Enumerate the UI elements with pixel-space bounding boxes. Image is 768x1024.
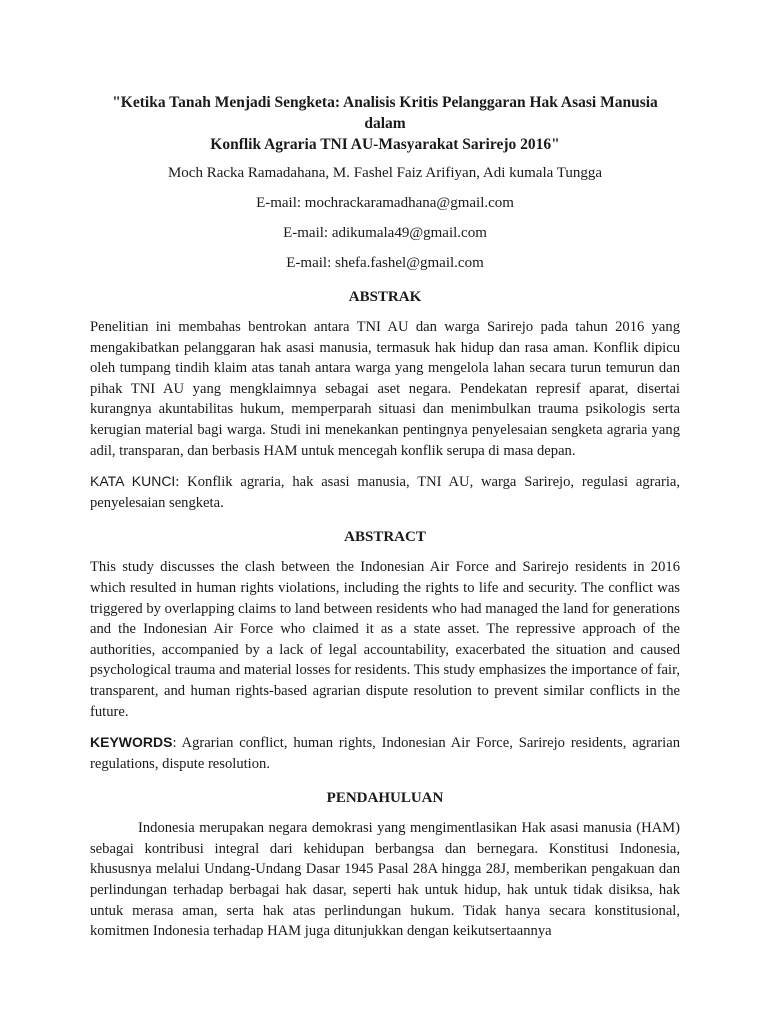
- abstract-body: This study discusses the clash between the Indonesian Air Force and Sarirejo residents in 2016 which resulted in human rights violations, including the rights to life and security. The conflict was triggered by overlapping claims to land between residents who had managed the land for generations and the Indonesian Air Force who claimed it as a state asset. The repressive approach of the authorities, accompanied by a lack of legal accountability, exacerbated the situation and caused psychological trauma and material losses for residents. This study emphasizes the importance of fair, transparent, and human rights-based agrarian dispute resolution to prevent similar conflicts in the future.: [90, 559, 680, 720]
- abstrak-keywords: [90, 471, 680, 513]
- pendahuluan-heading: PENDAHULUAN: [326, 790, 444, 807]
- abstract-heading: ABSTRACT: [344, 529, 426, 546]
- author-email-2: E-mail: adikumala49@gmail.com: [283, 225, 487, 241]
- abstrak-body: Penelitian ini membahas bentrokan antara TNI AU dan warga Sarirejo pada tahun 2016 yang mengakibatkan pelanggaran hak asasi manusia, termasuk hak hidup dan rasa aman. Konflik dipicu oleh tumpang tindih klaim atas tanah antara warga yang mengelola lahan secara turun temurun dan pihak TNI AU yang mengklaimnya sebagai aset negara. Pendekatan represif aparat, disertai kurangnya akuntabilitas hukum, memperparah situasi dan menimbulkan trauma psikologis serta kerugian material bagi warga. Studi ini menekankan pentingnya penyelesaian sengketa agraria yang adil, transparan, dan berbasis HAM untuk mencegah konflik serupa di masa depan.: [90, 319, 680, 459]
- paper-title: [90, 92, 680, 155]
- abstrak-keywords-text: : Konflik agraria, hak asasi manusia, TNI AU, warga Sarirejo, regulasi agraria, penyelesaian sengketa.: [90, 474, 681, 511]
- author-email-1: E-mail: mochrackaramadhana@gmail.com: [256, 195, 514, 211]
- pendahuluan-body: Indonesia merupakan negara demokrasi yang mengimentlasikan Hak asasi manusia (HAM) sebagai kontribusi integral dari kehidupan berbangsa dan bernegara. Konstitusi Indonesia, khususnya melalui Undang-Undang Dasar 1945 Pasal 28A hingga 28J, memberikan pengakuan dan perlindungan terhadap berbagai hak dasar, seperti hak untuk hidup, hak untuk tidak disiksa, hak untuk merasa aman, serta hak atas perlindungan hukum. Tidak hanya secara konstitusional, komitmen Indonesia terhadap HAM juga ditunjukkan dengan keikutsertaannya: [90, 820, 680, 940]
- paper-title-line-2: Konflik Agraria TNI AU-Masyarakat Sarirejo 2016": [210, 136, 560, 153]
- author-list: Moch Racka Ramadahana, M. Fashel Faiz Arifiyan, Adi kumala Tungga: [167, 165, 603, 181]
- abstract-keywords-label: KEYWORDS: [90, 734, 173, 751]
- author-email-3: E-mail: shefa.fashel@gmail.com: [286, 255, 484, 271]
- abstrak-heading: ABSTRAK: [348, 289, 422, 305]
- abstract-keywords-text: : Agrarian conflict, human rights, Indonesian Air Force, Sarirejo residents, agrarian regulations, dispute resolution.: [90, 735, 680, 772]
- abstrak-keywords-label: KATA KUNCI: [90, 473, 176, 490]
- paper-title-line-1: "Ketika Tanah Menjadi Sengketa: Analisis Kritis Pelanggaran Hak Asasi Manusia dalam: [112, 94, 658, 132]
- abstract-keywords: [90, 732, 680, 774]
